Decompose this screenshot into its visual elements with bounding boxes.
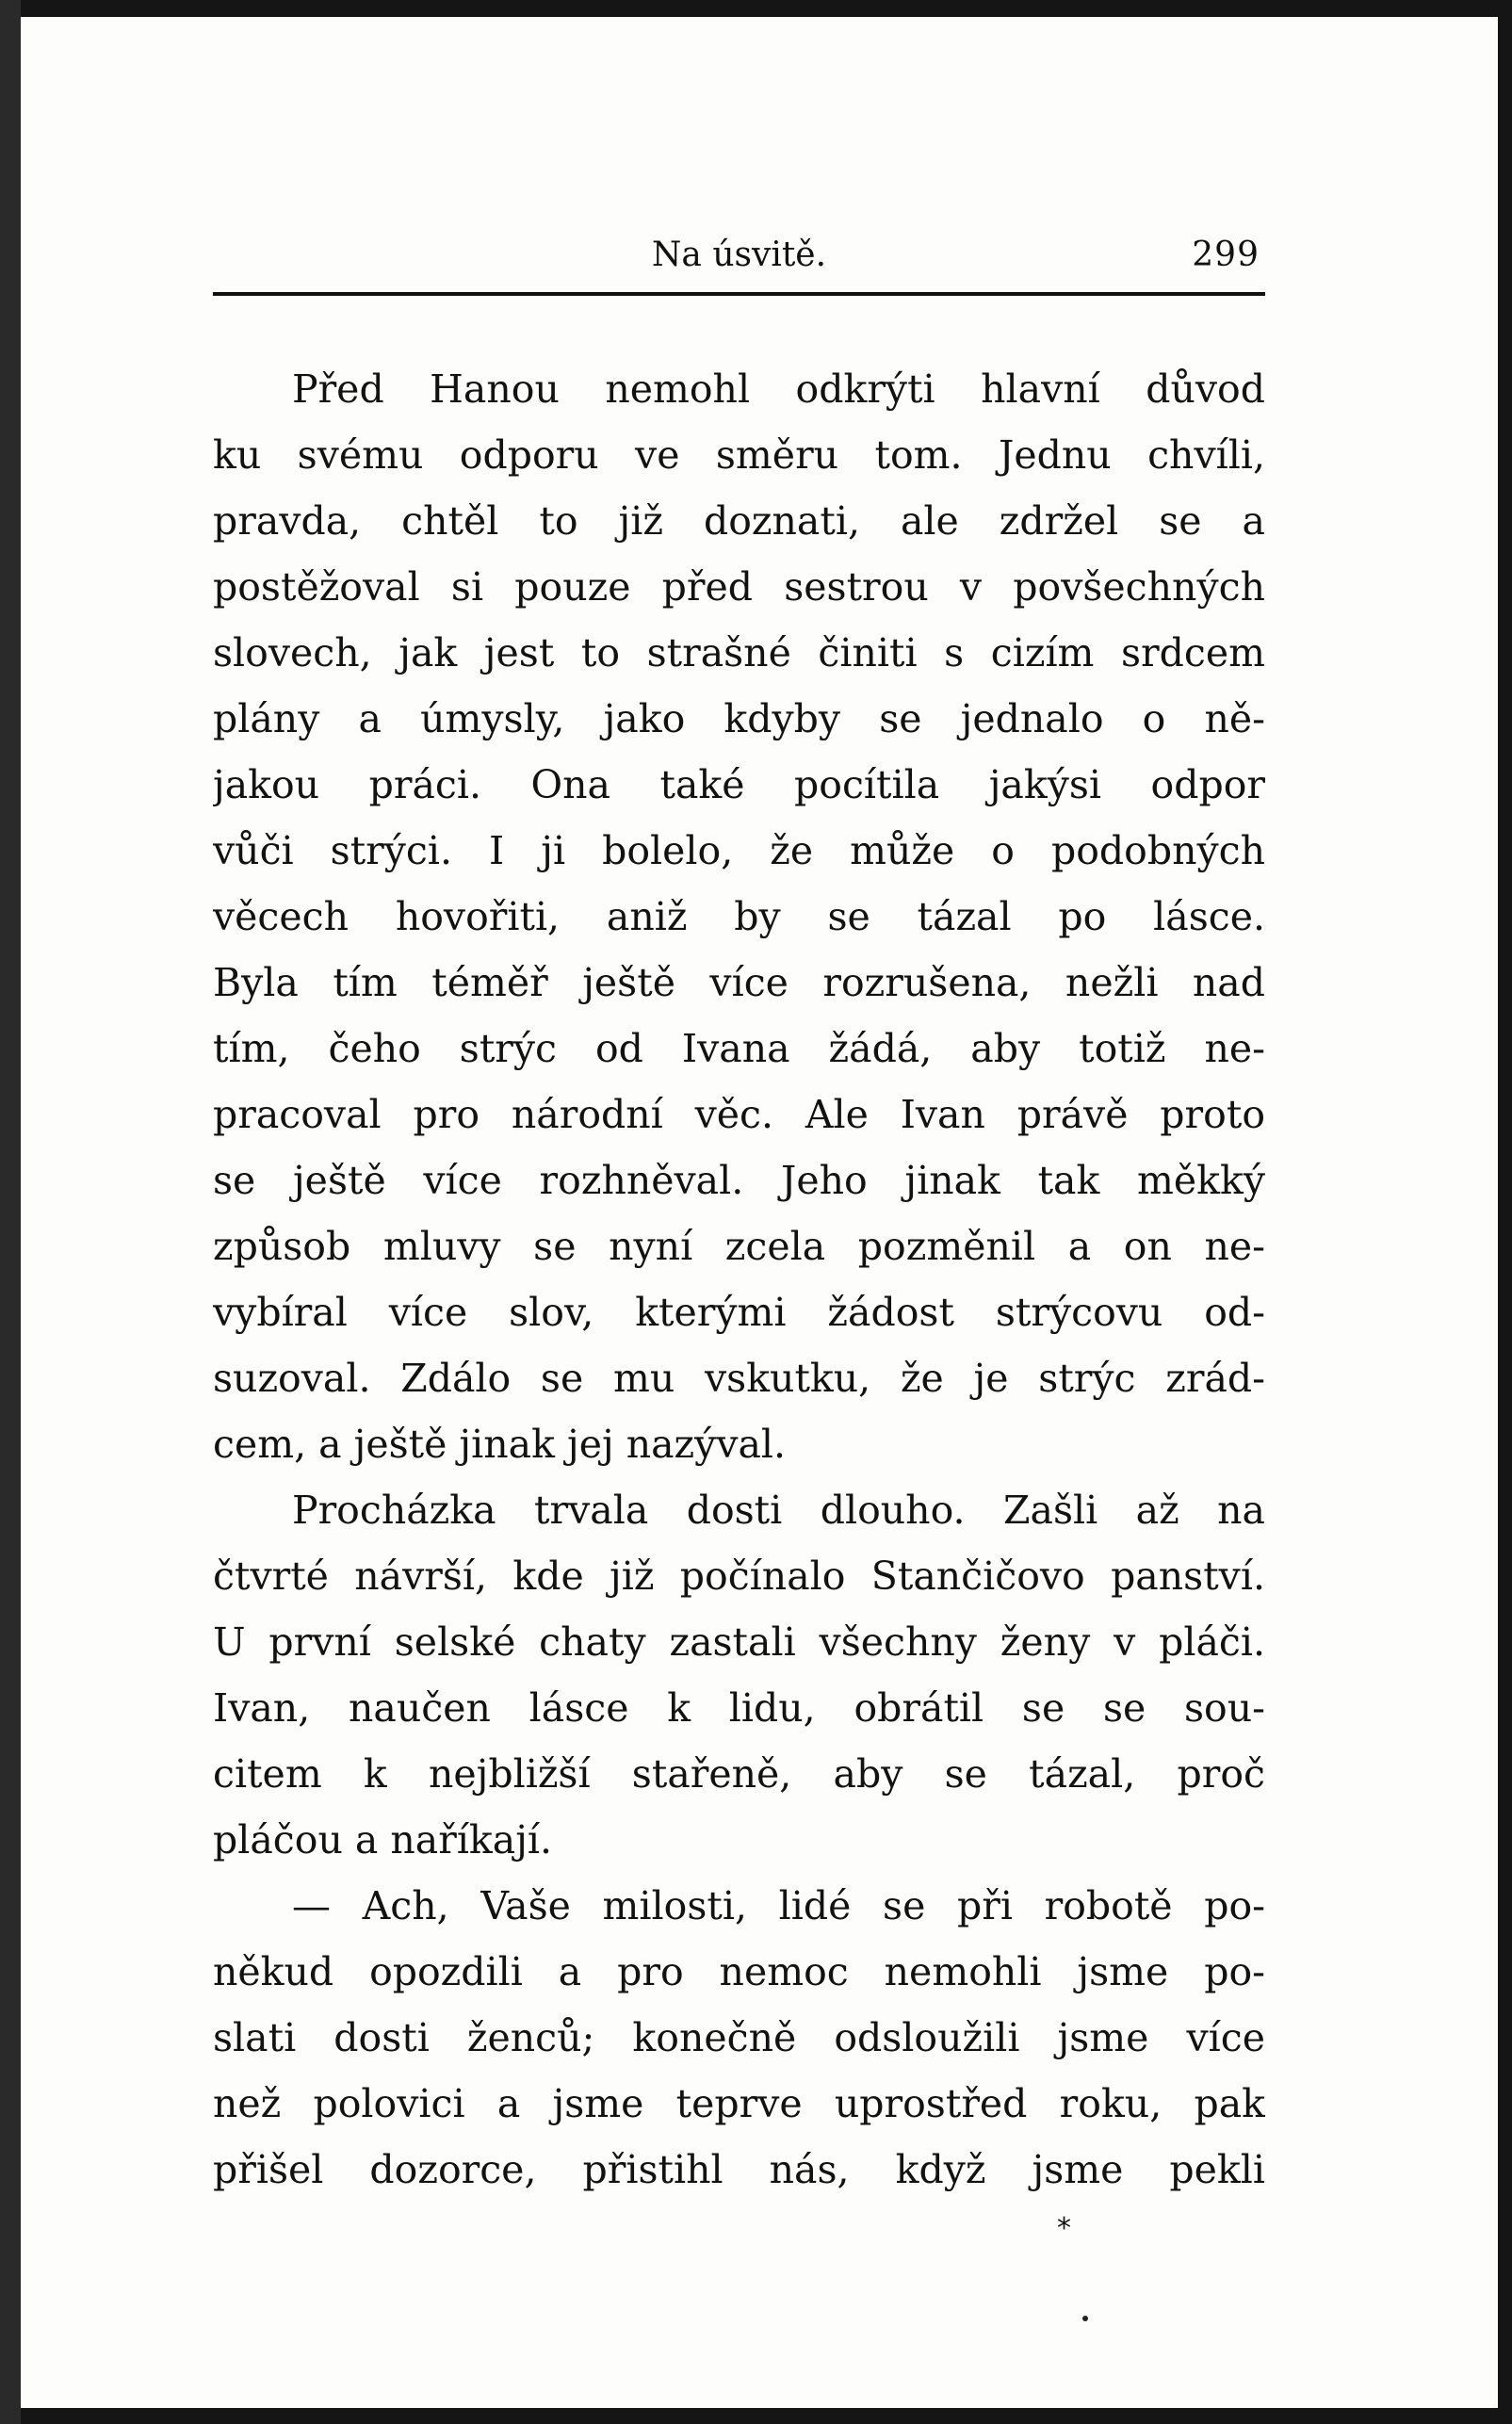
book-page — [21, 17, 1498, 2408]
running-header — [213, 236, 1265, 296]
running-title: Na úsvitě. — [651, 236, 827, 274]
text-line: plány a úmysly, jako kdyby se jednalo o ně- — [213, 696, 1265, 741]
text-line: ku svému odporu ve směru tom. Jednu chvíli, — [213, 432, 1265, 478]
text-line: — Ach, Vaše milosti, lidé se při robotě po- — [292, 1883, 1265, 1928]
text-line: Před Hanou nemohl odkrýti hlavní důvod — [292, 366, 1265, 412]
ink-dot — [1082, 2316, 1088, 2321]
text-line: pracoval pro národní věc. Ale Ivan právě proto — [213, 1092, 1265, 1137]
text-line: Procházka trvala dosti dlouho. Zašli až na — [292, 1488, 1265, 1533]
text-line: Byla tím téměř ještě více rozrušena, nežli nad — [213, 960, 1265, 1005]
signature-mark: * — [1057, 2212, 1071, 2245]
text-line: přišel dozorce, přistihl nás, když jsme pekli — [213, 2147, 1265, 2192]
text-line: Ivan, naučen lásce k lidu, obrátil se se sou- — [213, 1685, 1265, 1731]
text-line: cem, a ještě jinak jej nazýval. — [213, 1422, 787, 1467]
text-line: postěžoval si pouze před sestrou v povšechných — [213, 564, 1265, 610]
binding-edge — [0, 0, 21, 2424]
text-line: pláčou a naříkají. — [213, 1817, 553, 1863]
text-line: suzoval. Zdálo se mu vskutku, že je strýc zrád- — [213, 1356, 1265, 1401]
text-line: způsob mluvy se nyní zcela pozměnil a on ne- — [213, 1224, 1265, 1269]
text-line: vybíral více slov, kterými žádost strýcovu od- — [213, 1290, 1265, 1335]
text-line: se ještě více rozhněval. Jeho jinak tak měkký — [213, 1158, 1265, 1203]
text-line: U první selské chaty zastali všechny ženy v pláči. — [213, 1619, 1265, 1665]
text-line: než polovici a jsme teprve uprostřed roku, pak — [213, 2081, 1265, 2126]
text-line: slovech, jak jest to strašné činiti s cizím srdcem — [213, 630, 1265, 675]
body-text — [213, 356, 1265, 2203]
text-line: jakou práci. Ona také pocítila jakýsi odpor — [213, 762, 1265, 807]
text-line: pravda, chtěl to již doznati, ale zdržel se a — [213, 498, 1265, 544]
text-line: tím, čeho strýc od Ivana žádá, aby totiž ne- — [213, 1026, 1265, 1071]
text-line: někud opozdili a pro nemoc nemohli jsme po- — [213, 1949, 1265, 1994]
page-number: 299 — [1192, 236, 1260, 274]
text-line: věcech hovořiti, aniž by se tázal po lásce. — [213, 894, 1265, 939]
text-line: citem k nejbližší stařeně, aby se tázal, proč — [213, 1751, 1265, 1797]
text-line: slati dosti ženců; konečně odsloužili jsme více — [213, 2015, 1265, 2060]
text-line: čtvrté návrší, kde již počínalo Stančičovo panství. — [213, 1554, 1265, 1599]
text-line: vůči strýci. I ji bolelo, že může o podobných — [213, 828, 1265, 873]
